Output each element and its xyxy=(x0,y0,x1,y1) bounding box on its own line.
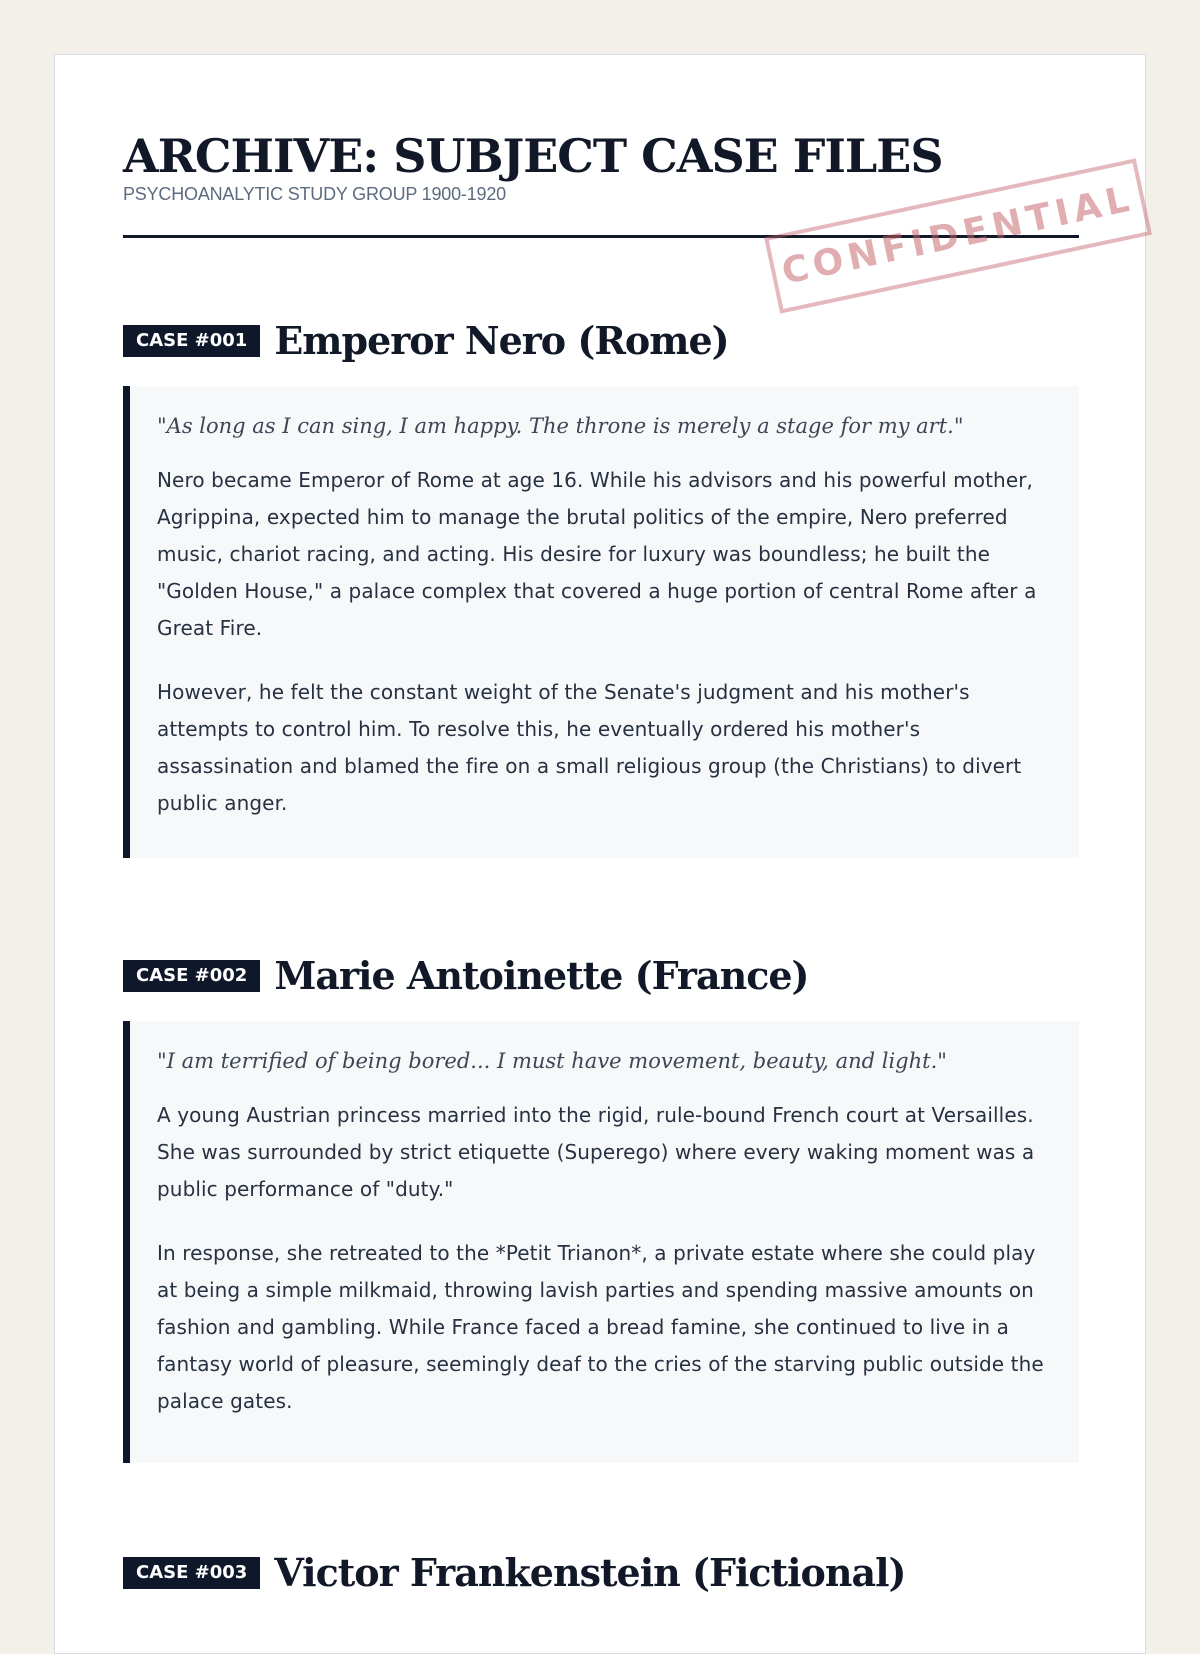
case-file-001 xyxy=(123,386,1079,858)
case-paragraph: Nero became Emperor of Rome at age 16. While his advisors and his powerful mother, Agrippina, expected him to manage the brutal politics of the empire, Nero preferred music, chariot racing, and acting. His desire for luxury was boundless; he built the "Golden House," a palace complex that covered a huge portion of central Rome after a Great Fire. xyxy=(157,468,1037,640)
case-badge: CASE #003 xyxy=(123,1557,260,1589)
archive-header xyxy=(123,127,1138,293)
case-paragraph: In response, she retreated to the *Petit Trianon*, a private estate where she could play at being a simple milkmaid, throwing lavish parties and spending massive amounts on fashion and gambling. While France faced a bread famine, she continued to live in a fantasy world of pleasure, seemingly deaf to the cries of the starving public outside the palace gates. xyxy=(157,1241,1044,1413)
page-subtitle: PSYCHOANALYTIC STUDY GROUP 1900-1920 xyxy=(123,184,506,204)
page-title: ARCHIVE: SUBJECT CASE FILES xyxy=(123,129,943,183)
case-title: Emperor Nero (Rome) xyxy=(274,318,729,363)
case-title: Marie Antoinette (France) xyxy=(274,953,809,998)
case-heading-001 xyxy=(123,317,729,365)
case-heading-002 xyxy=(123,952,809,1000)
archive-page xyxy=(54,54,1146,1654)
case-quote: "As long as I can sing, I am happy. The throne is merely a stage for my art." xyxy=(157,414,964,438)
case-paragraph: However, he felt the constant weight of the Senate's judgment and his mother's attempts to control him. To resolve this, he eventually ordered his mother's assassination and blamed the fire on a small religious group (the Christians) to divert public anger. xyxy=(157,680,1022,815)
case-heading-003 xyxy=(123,1549,906,1597)
case-file-002 xyxy=(123,1021,1079,1463)
case-badge: CASE #002 xyxy=(123,960,260,992)
case-quote: "I am terrified of being bored... I must have movement, beauty, and light." xyxy=(157,1049,947,1073)
case-badge: CASE #001 xyxy=(123,325,260,357)
case-title: Victor Frankenstein (Fictional) xyxy=(274,1550,906,1595)
confidential-stamp: CONFIDENTIAL xyxy=(764,158,1152,313)
case-paragraph: A young Austrian princess married into the rigid, rule-bound French court at Versailles. She was surrounded by strict etiquette (Superego) where every waking moment was a public performance of "duty." xyxy=(157,1103,1035,1201)
